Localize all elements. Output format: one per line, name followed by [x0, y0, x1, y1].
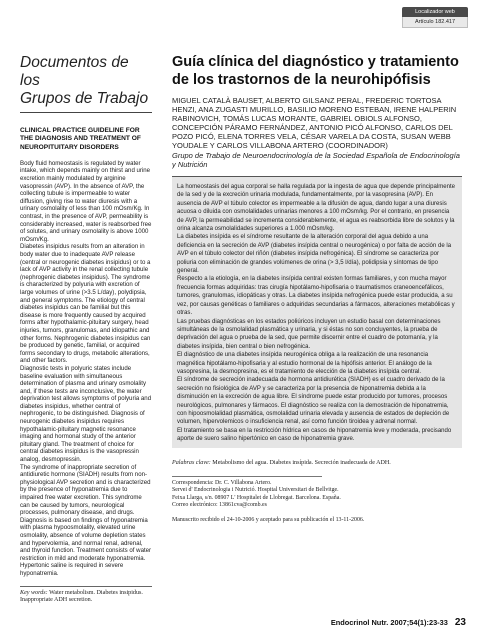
web-locator-badge [402, 7, 468, 28]
section-title [20, 54, 152, 108]
correspondence-line: Servei d' Endocrinologia i Nutrició. Hospital Universitari de Bellvitge. [172, 487, 339, 494]
abstract-paragraph: La diabetes insípida es el síndrome resultante de la alteración corporal del agua debido a una deficiencia en la secreción de AVP (diabetes insípida central o neurogénica) o por falta de acción de la AVP en el túbulo colector del riñón (diabetes insípida nefrogénica). El síndrome se caracteriza por poliuria con eliminación de grandes volúmenes de orina (> 3,5 l/día), polidipsia y síntomas de tipo general. [177, 234, 452, 275]
journal-citation: Endocrinol Nutr. 2007;54(1):23-33 [330, 618, 448, 627]
correspondence-line: Feixa Llarga, s/n. 08907 L' Hospitalet de Llobregat. Barcelona. España. [172, 494, 341, 501]
page-footer [331, 617, 466, 628]
correspondence-email: Correo electrónico: 13861cva@comb.es [172, 501, 267, 508]
abstract-paragraph: El diagnóstico de una diabetes insípida neurogénica obliga a la realización de una resonancia magnética hipotálamo-hipofisaria y al estudio hormonal de la hipófisis anterior. El análogo de la vasopresina, la desmopresina, es el tratamiento de elección de la diabetes insípida central. [177, 352, 432, 375]
correspondence-line: Correspondencia: Dr. C. Villabona Artero. [172, 480, 272, 486]
english-abstract-paragraph: The syndrome of inappropriate secretion of antidiuretic hormone (SIADH) results from non-physiological AVP secretion and is characterized by the presence of hyponatremia due to impaired free water excretion. This syndrome can be caused by tumors, neurological processes, pulmonary disease, and drugs. Diagnosis is based on findings of hyponatremia with plasma hypoosmolality, elevated urine osmolality, absence of volume depletion states and hypervolemia, and normal renal, adrenal, and thyroid function. Treatment consists of water restriction in mild and moderate hyponatremia. Hypertonic saline is required in severe hyponatremia. [20, 463, 152, 577]
abstract-paragraph: El síndrome de secreción inadecuada de hormona antidiurética (SIADH) es el cuadro derivado de la secreción no fisiológica de AVP y se caracteriza por la presencia de hiponatremia debida a la disminución en la excreción de agua libre. El síndrome puede estar producido por tumores, procesos neurológicos, pulmonares y fármacos. El diagnóstico se realiza con la demostración de hiponatremia, con hipoosmolalidad plasmática, osmolalidad urinaria elevada y ausencia de estados de depleción de volumen, hipervolemicos o insuficiencia renal, así como función tiroidea y adrenal normal. [177, 377, 450, 426]
english-keywords [20, 590, 152, 605]
keywords-label: Key words: [20, 589, 48, 596]
badge-label: Localizador web [402, 7, 468, 17]
english-abstract [20, 160, 152, 578]
section-divider [20, 112, 152, 113]
manuscript-dates: Manuscrito recibido el 24-10-2006 y aceptado para su publicación el 13-11-2006. [172, 517, 365, 524]
correspondence [172, 476, 341, 509]
keywords-text: Water metabolism. Diabetes insipidus. Inappropriate ADH secretion. [20, 589, 143, 603]
left-column [20, 54, 152, 614]
section-title-line-2: Grupos de Trabajo [20, 90, 149, 107]
spanish-keywords [172, 460, 462, 467]
palabras-clave-label: Palabras clave: [172, 459, 211, 466]
palabras-clave-text: Metabolismo del agua. Diabetes insípida. Secreción inadecuada de ADH. [212, 459, 391, 466]
spanish-abstract [172, 176, 462, 448]
abstract-paragraph: El tratamiento se basa en la restricción hídrica en casos de hiponatremia leve y moderada, precisando aporte de suero salino hipertónico en caso de hiponatremia grave. [177, 427, 452, 443]
english-abstract-paragraph: Body fluid homeostasis is regulated by water intake, which depends mainly on thirst and urine excretion mainly modulated by arginine vasopressin (AVP). In the absence of AVP, the collecting tubule is impermeable to water diffusion, giving rise to water diuresis with a urinary osmolality of less than 100 mOsm/Kg. In contrast, in the presence of AVP, permeability is considerably increased, water is reabsorbed free of solutes, and urinary osmolality is above 1000 mOsm/Kg. [20, 159, 152, 243]
abstract-paragraph: Las pruebas diagnósticas en los estados poliúricos incluyen un estudio basal con determinaciones simultáneas de la osmolalidad plasmática y urinaria, y si éstas no son concluyentes, la prueba de deprivación del agua o prueba de la sed, que permite discernir entre el cuadro de potomanía, y la diabetes insípida, bien central o bien nefrogénica. [177, 318, 441, 350]
abstract-paragraph: La homeostasis del agua corporal se halla regulada por la ingesta de agua que depende principalmente de la sed y de la excreción urinaria modulada, fundamentalmente, por la vasopresina (AVP). En ausencia de AVP el túbulo colector es impermeable a la difusión de agua, dando lugar a una diuresis acuosa o diluida con osmolalidades urinarias menores a 100 mOsm/kg. Por el contrario, en presencia de AVP, la permeabilidad se incrementa considerablemente, el agua es reabsorbida libre de solutos y la orina alcanza osmolalidades superiores a 1.000 mOsm/kg. [177, 184, 456, 233]
working-group: Grupo de Trabajo de Neuroendocrinología de la Sociedad Española de Endocrinología y Nutrición [172, 151, 460, 169]
section-title-line-1: Documentos de los [20, 54, 129, 89]
english-abstract-paragraph: Diagnostic tests in polyuric states include baseline evaluation with simultaneous determination of plasma and urinary osmolality and, if these tests are inconclusive, the water deprivation test allows symptoms of polyuria and diabetes insipidus, whether central of nephrogenic, to be distinguished. Diagnosis of neurogenic diabetes insipidus requires hypothalamic-pituitary magnetic resonance imaging and hormonal study of the anterior pituitary gland. The treatment of choice for central diabetes insipidus is the vasopressin analog, desmopressin. [20, 364, 152, 464]
author-list: MIGUEL CATALÀ BAUSET, ALBERTO GILSANZ PERAL, FREDERIC TORTOSA HENZI, ANA ZUGASTI MURILLO, BASILIO MORENO ESTEBAN, IRENE HALPERIN RABINOVICH, TOMÁS LUCAS MORANTE, GABRIEL OBIOLS ALFONSO, CONCEPCIÓN PÁRAMO FERNÁNDEZ, ANTONIO PICÓ ALFONSO, CARLOS DEL POZO PICÓ, ELENA TORRES VELA, CÉSAR VARELA DA COSTA, SUSAN WEBB YOUDALE Y CARLOS VILLABONA ARTERO (COORDINADOR) [172, 96, 457, 150]
english-title: CLINICAL PRACTICE GUIDELINE FOR THE DIAGNOSIS AND TREATMENT OF NEUROPITUITARY DISORDERS [20, 127, 141, 151]
page-number: 23 [454, 617, 466, 628]
right-column [172, 54, 462, 624]
article-number: Artículo 182.417 [402, 17, 468, 28]
abstract-paragraph: Respecto a la etiología, en la diabetes insípida central existen formas familiares, y con mucha mayor frecuencia formas adquiridas: tras cirugía hipotálamo-hipofisaria o traumatismos craneoencefálicos, tumores, granulomas, idiopáticas y otras. La diabetes insípida nefrogénica puede estar producida, a su vez, por causas genéticas o familiares o adquiridas secundarias a fármacos, alteraciones metabólicas y otras. [177, 276, 455, 317]
keywords-divider [20, 586, 152, 587]
english-abstract-paragraph: Diabetes insipidus results from an alteration in body water due to inadequate AVP release (central or neurogenic diabetes insipidus) or to a lack of AVP activity in the renal collecting tubule (nephrogenic diabetes insipidus). The syndrome is characterized by polyuria with excretion of large volumes of urine (>3.5 L/day), polydipsia, and general symptoms. The etiology of central diabetes insipidus can be familial but this disease is more frequently caused by acquired forms after hypothalamic-pituitary surgery, head injuries, tumors, granulomas, and idiopathic and other forms. Nephrogenic diabetes insipidus can be produced by genetic, familial, or acquired forms secondary to drugs, metabolic alterations, and other factors. [20, 243, 151, 365]
article-title: Guía clínica del diagnóstico y tratamiento de los trastornos de la neurohipófisis [172, 54, 459, 88]
